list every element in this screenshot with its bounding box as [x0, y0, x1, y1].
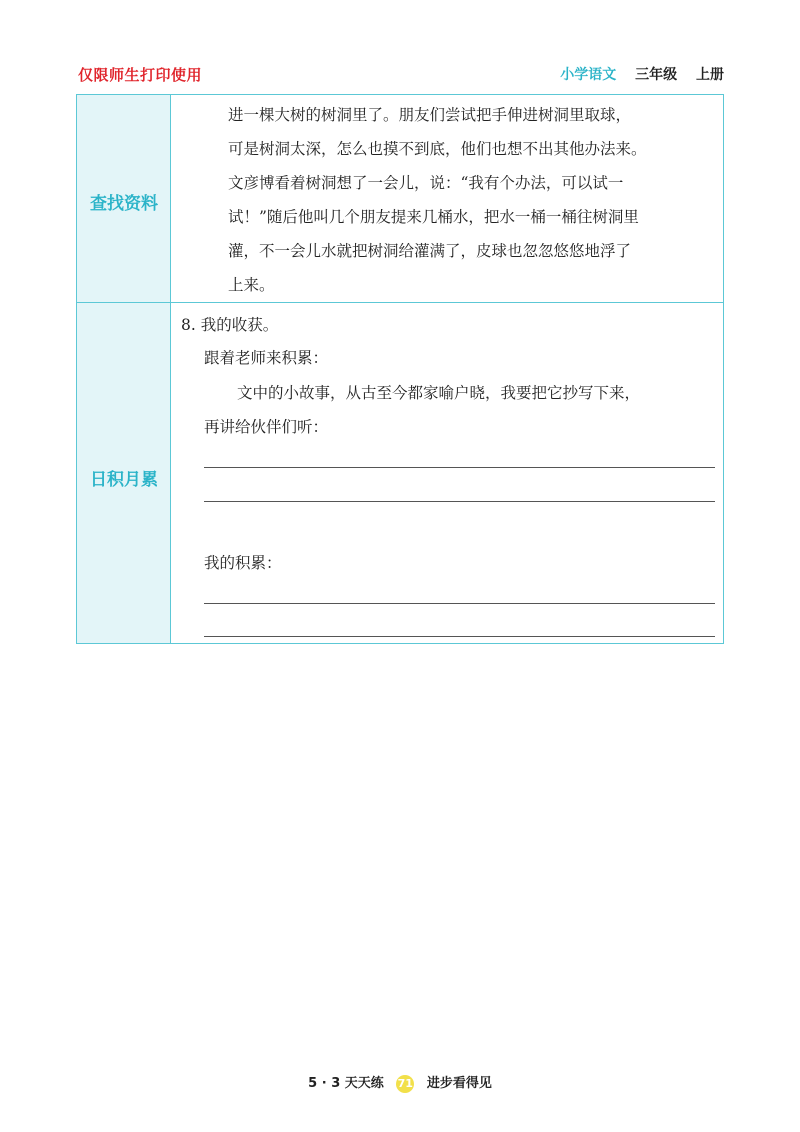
- grade-label: 三年级: [635, 67, 678, 83]
- my-accumulation-label: 我的积累：: [204, 554, 282, 572]
- writing-line[interactable]: [204, 501, 715, 502]
- story-line: 灌，不一会儿水就把树洞给灌满了，皮球也忽忽悠悠地浮了: [228, 242, 632, 260]
- writing-line[interactable]: [204, 467, 715, 468]
- page-number-badge: 71: [396, 1075, 414, 1093]
- prompt-text: 跟着老师来积累：: [204, 349, 329, 367]
- question-title: 8. 我的收获。: [181, 316, 279, 334]
- writing-line[interactable]: [204, 603, 715, 604]
- section-label-accumulate: 日积月累: [90, 470, 158, 490]
- footer-series: 5 · 3 天天练: [308, 1076, 384, 1091]
- volume-label: 上册: [696, 67, 724, 83]
- writing-line[interactable]: [204, 636, 715, 637]
- row-divider: [77, 302, 723, 303]
- footer-slogan: 进步看得见: [426, 1076, 492, 1091]
- page-footer: [0, 1072, 800, 1093]
- story-line: 可是树洞太深，怎么也摸不到底，他们也想不出其他办法来。: [228, 140, 647, 158]
- subject-label: 小学语文: [560, 67, 617, 83]
- story-line: 文彦博看着树洞想了一会儿，说：“我有个办法，可以试一: [228, 174, 624, 192]
- print-notice: 仅限师生打印使用: [78, 66, 203, 84]
- label-column: [77, 95, 171, 643]
- description-line: 文中的小故事，从古至今都家喻户晓，我要把它抄写下来，: [237, 384, 641, 402]
- book-info: [560, 64, 724, 84]
- worksheet-table: [76, 94, 724, 644]
- description-line: 再讲给伙伴们听：: [204, 418, 329, 436]
- story-line: 上来。: [228, 276, 275, 294]
- section-label-research: 查找资料: [90, 194, 158, 214]
- story-line: 试！”随后他叫几个朋友提来几桶水，把水一桶一桶往树洞里: [228, 208, 639, 226]
- story-line: 进一棵大树的树洞里了。朋友们尝试把手伸进树洞里取球，: [228, 106, 632, 124]
